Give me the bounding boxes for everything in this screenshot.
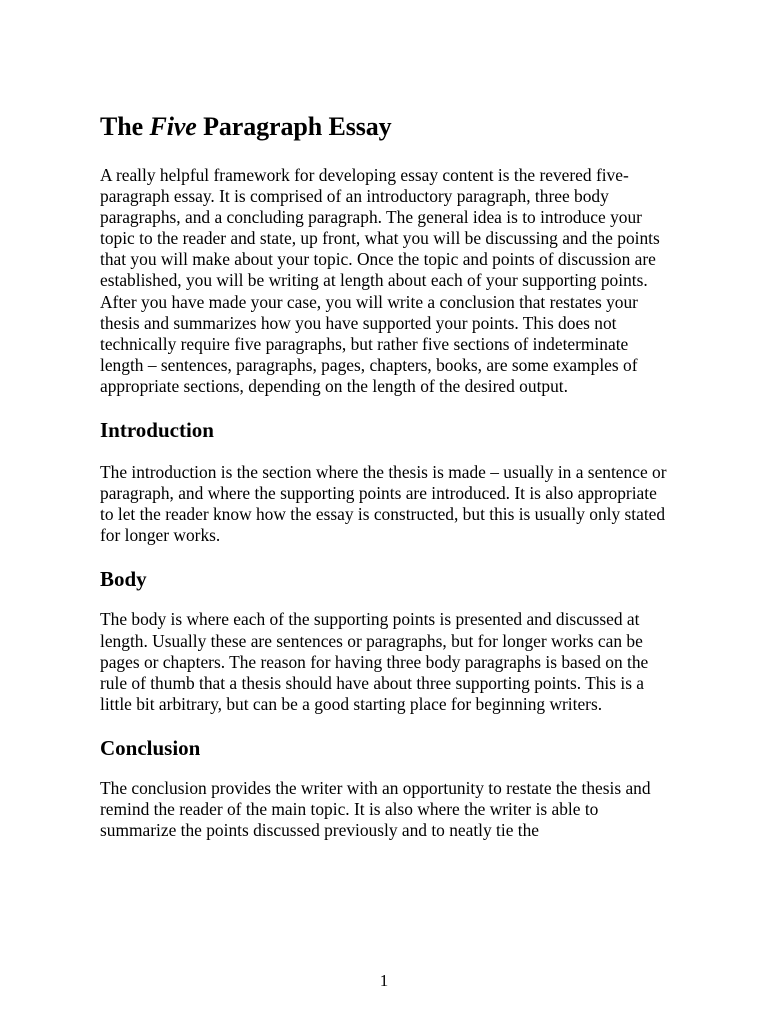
document-content xyxy=(100,110,672,841)
body-heading: Body xyxy=(100,567,147,592)
title-part-2: Paragraph Essay xyxy=(196,112,392,141)
title-italic-word: Five xyxy=(149,112,197,141)
document-title xyxy=(100,110,672,144)
introduction-heading: Introduction xyxy=(100,418,214,443)
conclusion-paragraph: The conclusion provides the writer with an opportunity to restate the thesis and remind the reader of the main topic. It is also where the writer is able to summarize the points discussed previously and to neatly tie the xyxy=(100,777,651,841)
page-number: 1 xyxy=(379,971,389,990)
body-paragraph: The body is where each of the supporting points is presented and discussed at length. Usually these are sentences or paragraphs, but for longer works can be pages or chapters. The reason for having three body paragraphs is based on the rule of thumb that a thesis should have about three supporting points. This is a little bit arbitrary, but can be a good starting place for beginning writers. xyxy=(100,609,649,714)
introduction-paragraph: The introduction is the section where the thesis is made – usually in a sentence or paragraph, and where the supporting points are introduced. It is also appropriate to let the reader know how the essay is constructed, but this is usually only stated for longer works. xyxy=(100,462,667,546)
conclusion-heading: Conclusion xyxy=(100,735,201,760)
title-part-1: The xyxy=(100,112,150,141)
opening-paragraph: A really helpful framework for developing essay content is the revered five-paragraph essay. It is comprised of an introductory paragraph, three body paragraphs, and a concluding paragraph. The general idea is to introduce your topic to the reader and state, up front, what you will be discussing and the points that you will make about your topic. Once the topic and points of discussion are established, you will be writing at length about each of your supporting points. After you have made your case, you will write a conclusion that restates your thesis and summarizes how you have supported your points. This does not technically require five paragraphs, but rather five sections of indeterminate length – sentences, paragraphs, pages, chapters, books, are some examples of appropriate sections, depending on the length of the desired output. xyxy=(100,165,660,396)
